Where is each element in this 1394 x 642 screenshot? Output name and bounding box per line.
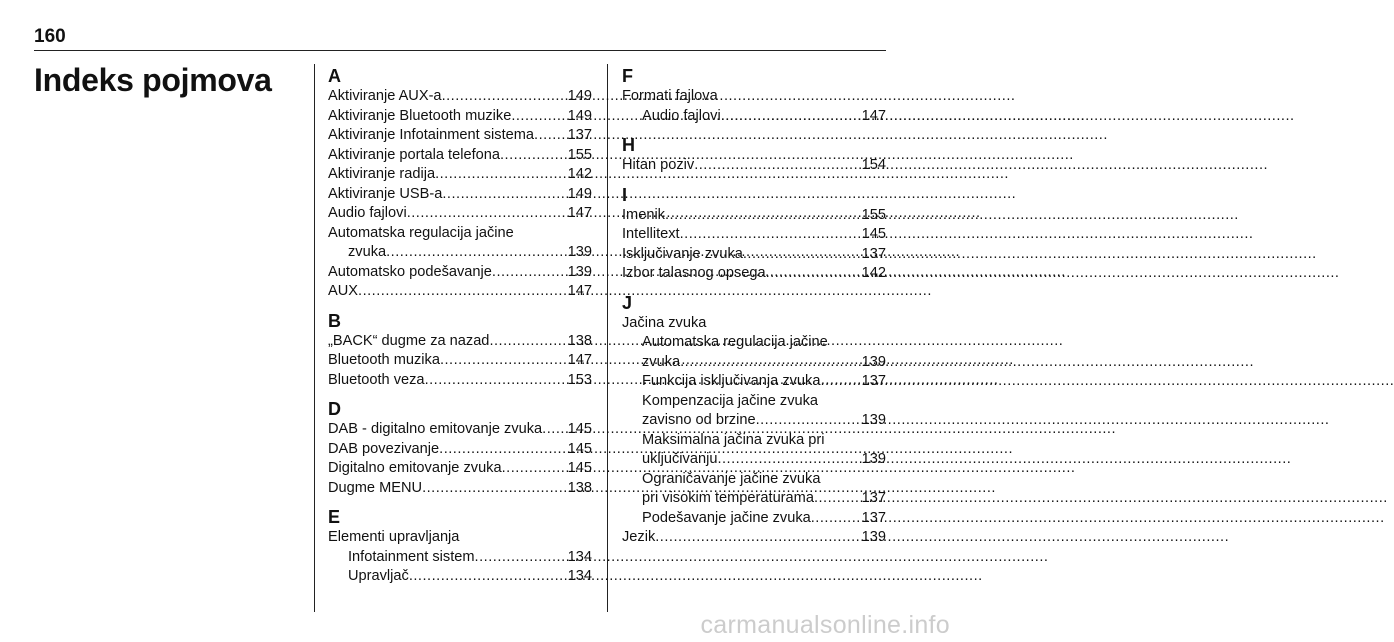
dot-leader [386,243,567,263]
entry-page-number: 134 [567,568,592,584]
dot-leader [439,440,567,460]
dot-leader [409,567,567,587]
entry-text: Jezik [622,529,656,545]
entry-page-number: 139 [567,263,592,280]
entry-page-number: 138 [567,332,592,349]
entry-text: Bluetooth veza [328,371,425,388]
dot-leader [820,372,860,392]
index-entry[interactable] [328,371,592,391]
dot-leader [811,509,861,529]
index-entry[interactable] [622,206,886,226]
entry-page-number: 154 [861,157,886,173]
entry-text: Intellitext [622,226,680,242]
entry-page-number: 145 [567,440,592,457]
dot-leader [442,185,566,205]
index-entry[interactable] [622,489,886,509]
entry-page-number: 155 [861,206,886,223]
index-entry-heading: Jačina zvuka [622,314,707,331]
entry-text: Aktiviranje Bluetooth muzike [328,107,512,124]
entry-page-number: 139 [861,451,886,467]
index-entry-heading: Elementi upravljanja [328,529,460,545]
section-letter: B [328,310,341,331]
index-entry-heading: Ograničavanje jačine zvuka [642,470,821,487]
header-rule [34,50,886,51]
dot-leader [440,351,567,371]
entry-text: „BACK“ dugme za nazad [328,332,490,349]
index-entry[interactable] [328,479,592,499]
entry-text: zvuka [642,353,681,370]
index-entry[interactable] [622,411,886,431]
entry-page-number: 139 [861,412,886,428]
entry-page-number: 134 [567,548,592,565]
entry-page-number: 139 [861,529,886,545]
entry-text: Bluetooth muzika [328,352,440,368]
dot-leader [425,371,567,391]
index-entry[interactable] [328,332,592,352]
index-entry-heading: Formati fajlova [622,88,718,104]
dot-leader [743,245,861,265]
entry-page-number: 149 [567,185,592,202]
entry-text: uključivanju [642,451,718,467]
entry-text: Aktiviranje Infotainment sistema [328,127,535,143]
entry-text: Dugme MENU [328,479,423,496]
watermark: carmanualsonline.info [700,611,950,639]
index-entry[interactable] [328,204,592,224]
dot-leader [500,146,567,166]
section-letter: E [328,507,341,527]
dot-leader [442,87,567,107]
column-divider-left [314,64,315,612]
index-title: Indeks pojmova [34,62,272,98]
entry-text: Digitalno emitovanje zvuka [328,460,502,476]
dot-leader [489,332,566,352]
section-letter: D [328,399,341,419]
section-letter: A [328,66,341,86]
index-entry[interactable] [622,450,886,470]
entry-page-number: 138 [567,479,592,496]
index-entry[interactable] [328,165,592,185]
index-entry[interactable] [328,459,592,479]
index-entry[interactable] [328,548,592,568]
dot-leader [475,548,567,568]
index-entry[interactable] [622,264,886,284]
entry-page-number: 147 [567,205,592,221]
dot-leader [492,263,567,283]
entry-page-number: 153 [567,371,592,388]
index-entry-heading: Kompenzacija jačine zvuka [642,392,819,409]
dot-leader [814,489,861,509]
dot-leader [511,107,566,127]
index-entry[interactable] [328,126,592,146]
dot-leader [358,282,567,302]
dot-leader [680,225,861,245]
dot-leader [655,528,860,548]
entry-text: Aktiviranje AUX-a [328,88,442,104]
dot-leader [665,206,861,226]
entry-text: Aktiviranje USB-a [328,185,443,202]
entry-page-number: 137 [861,490,886,506]
entry-page-number: 147 [861,107,886,124]
entry-page-number: 142 [567,166,592,182]
entry-page-number: 149 [567,88,592,104]
section-letter: I [622,184,628,205]
entry-page-number: 145 [567,460,592,476]
dot-leader [435,165,567,185]
entry-text: Isključivanje zvuka [622,245,743,262]
index-column-1 [328,66,592,587]
entry-page-number: 147 [567,352,592,368]
entry-text: zavisno od brzine [642,412,756,428]
index-entry[interactable] [328,567,592,587]
entry-page-number: 137 [861,509,886,526]
index-entry[interactable] [328,351,592,371]
dot-leader [534,126,567,146]
index-entry[interactable] [328,282,592,302]
index-entry[interactable] [622,225,886,245]
dot-leader [694,156,860,176]
index-entry[interactable] [622,156,886,176]
entry-text: Audio fajlovi [328,205,407,221]
entry-text: Imenik [622,206,665,223]
entry-page-number: 139 [567,244,592,260]
entry-page-number: 137 [861,373,886,389]
index-entry-heading: Automatska regulacija jačine [328,224,514,241]
dot-leader [756,411,861,431]
index-entry[interactable] [328,185,592,205]
entry-text: Hitan poziv [622,157,695,173]
dot-leader [542,420,566,440]
dot-leader [422,479,567,499]
index-entry[interactable] [328,263,592,283]
index-entry[interactable] [328,440,592,460]
dot-leader [766,264,861,284]
entry-page-number: 142 [861,265,886,281]
entry-page-number: 137 [861,245,886,262]
index-entry[interactable] [622,245,886,265]
entry-text: Automatsko podešavanje [328,263,492,280]
entry-text: Infotainment sistem [348,548,475,565]
index-entry[interactable] [622,353,886,373]
index-entry[interactable] [328,87,592,107]
entry-text: Izbor talasnog opsega [622,265,766,281]
index-entry[interactable] [328,146,592,166]
index-entry-heading: Maksimalna jačina zvuka pri [642,431,825,448]
index-entry[interactable] [622,509,886,529]
dot-leader [502,459,567,479]
entry-page-number: 155 [567,146,592,163]
entry-text: Podešavanje jačine zvuka [642,509,811,526]
entry-text: DAB povezivanje [328,440,440,457]
entry-page-number: 149 [567,107,592,124]
entry-text: Upravljač [348,568,409,584]
entry-text: Funkcija isključivanja zvuka [642,373,821,389]
entry-page-number: 147 [567,283,592,299]
entry-text: Aktiviranje radija [328,166,436,182]
dot-leader [721,107,861,127]
entry-text: zvuka [348,244,387,260]
index-entry[interactable] [328,107,592,127]
entry-page-number: 145 [861,226,886,242]
entry-page-number: 139 [861,353,886,370]
entry-text: pri visokim temperaturama [642,490,814,506]
index-entry[interactable] [328,420,592,440]
index-entry[interactable] [622,528,886,548]
entry-page-number: 137 [567,127,592,143]
entry-text: DAB - digitalno emitovanje zvuka [328,421,543,437]
section-letter: H [622,135,635,155]
entry-text: Audio fajlovi [642,107,721,124]
index-column-2 [622,66,886,548]
index-entry[interactable] [622,372,886,392]
dot-leader [717,450,860,470]
page-number: 160 [34,26,66,47]
entry-page-number: 145 [567,421,592,437]
section-letter: J [622,292,633,313]
entry-text: Aktiviranje portala telefona [328,146,500,163]
dot-leader [680,353,861,373]
section-letter: F [622,66,633,86]
index-entry[interactable] [328,243,592,263]
index-entry-heading: Automatska regulacija jačine [642,334,828,350]
dot-leader [407,204,567,224]
entry-text: AUX [328,283,359,299]
index-entry[interactable] [622,107,886,127]
